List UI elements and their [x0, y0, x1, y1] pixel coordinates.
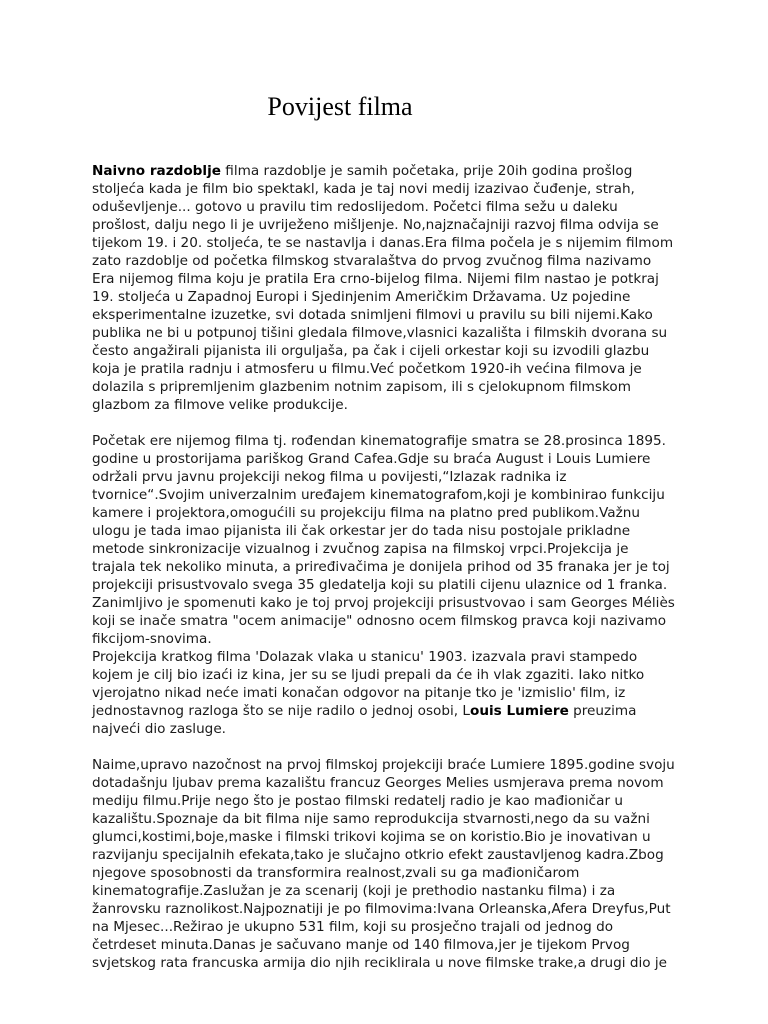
paragraph-line: Naime,upravo nazočnost na prvoj filmskoj projekciji braće Lumiere 1895.godine svoju [92, 757, 675, 773]
bold-term: Naivno razdoblje [92, 163, 221, 179]
line-text: preuzima [568, 703, 637, 719]
paragraph-line: mediju filmu.Prije nego što je postao filmski redatelj radio je kao mađioničar u [92, 793, 623, 809]
paragraph-line: fikcijom-snovima. [92, 631, 212, 647]
paragraph-line: tvornice“.Svojim univerzalnim uređajem kinematografom,koji je kombinirao funkciju [92, 487, 665, 503]
paragraph-spacer [92, 738, 692, 756]
paragraph-line: kazalištu.Spoznaje da bit filma nije samo reprodukcija stvarnosti,nego da su važni [92, 811, 650, 827]
document-title-text: Povijest filma [267, 92, 413, 121]
document-title [0, 92, 680, 122]
paragraph-line: oduševljenje... gotovo u pravilu tim redoslijedom. Početci filma sežu u daleku [92, 199, 618, 215]
paragraph-spacer [92, 414, 692, 432]
paragraph-line: dotadašnju ljubav prema kazalištu francuz Georges Melies usmjerava prema novom [92, 775, 664, 791]
paragraph-line: Era nijemog filma koju je pratila Era crno-bijelog filma. Nijemi film nastao je potkraj [92, 271, 659, 287]
paragraph-line: ulogu je tada imao pijanista ili čak orkestar jer do tada nisu postojale prikladne [92, 523, 631, 539]
bold-term: ouis Lumiere [469, 703, 569, 719]
paragraph-naime [92, 756, 692, 972]
paragraph-line: metode sinkronizacije vizualnog i zvučnog zapisa na filmskoj vrpci.Projekcija je [92, 541, 629, 557]
paragraph-line: na Mjesec...Režirao je ukupno 531 film, koji su prosječno trajali od jednog do [92, 919, 614, 935]
line-text: jednostavnog razloga što se nije radilo o jednoj osobi, L [92, 703, 470, 719]
paragraph-line [92, 162, 692, 180]
paragraph-line: kojem je cilj bio izaći iz kina, jer su se ljudi prepali da će ih vlak zgaziti. Iako nitko [92, 667, 645, 683]
paragraph-line: koja je pratila radnju i atmosferu u filmu.Već početkom 1920-ih većina filmova je [92, 361, 642, 377]
paragraph-line: održali prvu javnu projekciji nekog filma u povijesti,“Izlazak radnika iz [92, 469, 567, 485]
paragraph-line: kamere i projektora,omogućili su projekciju filma na platno pred publikom.Važnu [92, 505, 640, 521]
paragraph-line: razvijanju specijalnih efekata,tako je slučajno otkrio efekt zaustavljenog kadra.Zbog [92, 847, 664, 863]
paragraph-line: njegove sposobnosti da transformira realnost,zvali su ga mađioničarom [92, 865, 580, 881]
paragraph-line: stoljeća kada je film bio spektakl, kada je taj novi medij izazivao čuđenje, strah, [92, 181, 635, 197]
paragraph-line: godine u prostorijama pariškog Grand Cafea.Gdje su braća August i Louis Lumiere [92, 451, 651, 467]
paragraph-line: često angažirali pijanista ili orguljaša, pa čak i cijeli orkestar koji su izvodili glazbu [92, 343, 650, 359]
paragraph-line: dolazila s pripremljenim glazbenim notnim zapisom, ili s cjelokupnom filmskom [92, 379, 631, 395]
paragraph-line: publika ne bi u potpunoj tišini gledala filmove,vlasnici kazališta i filmskih dvorana su [92, 325, 668, 341]
paragraph-line: glazbom za filmove velike produkcije. [92, 397, 348, 413]
paragraph-line: projekciji prisustvovalo svega 35 gledatelja koji su platili cijenu ulaznice od 1 franka. [92, 577, 668, 593]
paragraph-line: tijekom 19. i 20. stoljeća, te se nastavlja i danas.Era filma počela je s nijemim filmom [92, 235, 674, 251]
paragraph-line: kinematografije.Zaslužan je za scenarij (koji je prethodio nastanku filma) i za [92, 883, 616, 899]
paragraph-line: eksperimentalne izuzetke, svi dotada snimljeni filmovi u pravilu su bili nijemi.Kako [92, 307, 653, 323]
paragraph-line: trajala tek nekoliko minuta, a priređivačima je donijela prihod od 35 franaka jer je toj [92, 559, 670, 575]
paragraph-line: vjerojatno nikad neće imati konačan odgovor na pitanje tko je 'izmislio' film, iz [92, 685, 626, 701]
paragraph-line: koji se inače smatra "ocem animacije" odnosno ocem filmskog pravca koji nazivamo [92, 613, 667, 629]
paragraph-line: Početak ere nijemog filma tj. rođendan kinematografije smatra se 28.prosinca 1895. [92, 433, 666, 449]
paragraph-line [92, 702, 692, 720]
paragraph-line: četrdeset minuta.Danas je sačuvano manje od 140 filmova,jer je tijekom Prvog [92, 937, 630, 953]
paragraph-line: zato razdoblje od početka filmskog stvaralaštva do prvog zvučnog filma nazivamo [92, 253, 652, 269]
paragraph-line: najveći dio zasluge. [92, 721, 226, 737]
paragraph-line: žanrovsku raznolikost.Najpoznatiji je po filmovima:Ivana Orleanska,Afera Dreyfus,Put [92, 901, 671, 917]
paragraph-line: prošlost, dalju nego li je uvriježeno mišljenje. No,najznačajniji razvoj filma odvija se [92, 217, 659, 233]
line-text: filma razdoblje je samih početaka, prije 20ih godina prošlog [220, 163, 633, 179]
paragraph-line: glumci,kostimi,boje,maske i filmski trikovi kojima se on koristio.Bio je inovativan u [92, 829, 651, 845]
paragraph-line: Projekcija kratkog filma 'Dolazak vlaka u stanicu' 1903. izazvala pravi stampedo [92, 649, 638, 665]
paragraph-line: 19. stoljeća u Zapadnoj Europi i Sjedinjenim Američkim Državama. Uz pojedine [92, 289, 631, 305]
paragraph-naivno-razdoblje [92, 162, 692, 414]
paragraph-line: svjetskog rata francuska armija dio njih reciklirala u nove filmske trake,a drugi dio je [92, 955, 668, 971]
document-body [92, 162, 692, 972]
paragraph-line: Zanimljivo je spomenuti kako je toj prvoj projekciji prisustvovao i sam Georges Méliès [92, 595, 675, 611]
paragraph-pocetak-ere [92, 432, 692, 738]
